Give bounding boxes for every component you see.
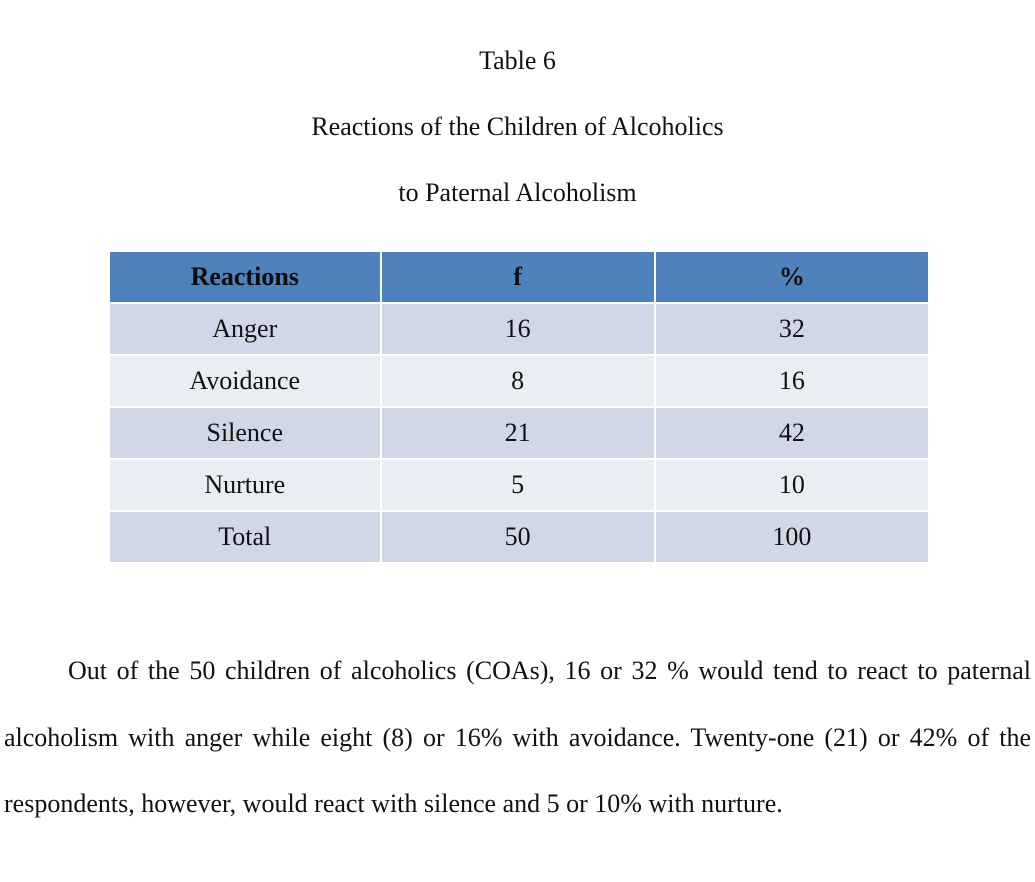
table-title-line-2: to Paternal Alcoholism: [398, 178, 637, 207]
cell-percent: 100: [655, 511, 929, 563]
body-paragraph: Out of the 50 children of alcoholics (COAs), 16 or 32 % would tend to react to paternal alcoholism with anger while eight (8) or 16% with avoidance. Twenty-one (21) or 42% of the respondents, however, would react with silence and 5 or 10% with nurture.: [4, 656, 1031, 818]
table-row: [109, 407, 929, 459]
table-row: [109, 355, 929, 407]
header-reactions: Reactions: [109, 251, 381, 303]
cell-reaction: Anger: [109, 303, 381, 355]
cell-percent: 16: [655, 355, 929, 407]
table-title-line-1: Reactions of the Children of Alcoholics: [311, 112, 724, 141]
cell-frequency: 21: [381, 407, 655, 459]
cell-frequency: 8: [381, 355, 655, 407]
cell-frequency: 16: [381, 303, 655, 355]
cell-reaction: Avoidance: [109, 355, 381, 407]
cell-percent: 42: [655, 407, 929, 459]
reactions-table: [108, 250, 930, 564]
cell-reaction: Silence: [109, 407, 381, 459]
cell-frequency: 5: [381, 459, 655, 511]
header-percent: %: [655, 251, 929, 303]
table-header-row: [109, 251, 929, 303]
cell-reaction: Nurture: [109, 459, 381, 511]
table-row-total: [109, 511, 929, 563]
cell-percent: 10: [655, 459, 929, 511]
table-row: [109, 459, 929, 511]
cell-reaction: Total: [109, 511, 381, 563]
table-number: Table 6: [479, 46, 556, 75]
cell-percent: 32: [655, 303, 929, 355]
header-frequency: f: [381, 251, 655, 303]
cell-frequency: 50: [381, 511, 655, 563]
table-row: [109, 303, 929, 355]
